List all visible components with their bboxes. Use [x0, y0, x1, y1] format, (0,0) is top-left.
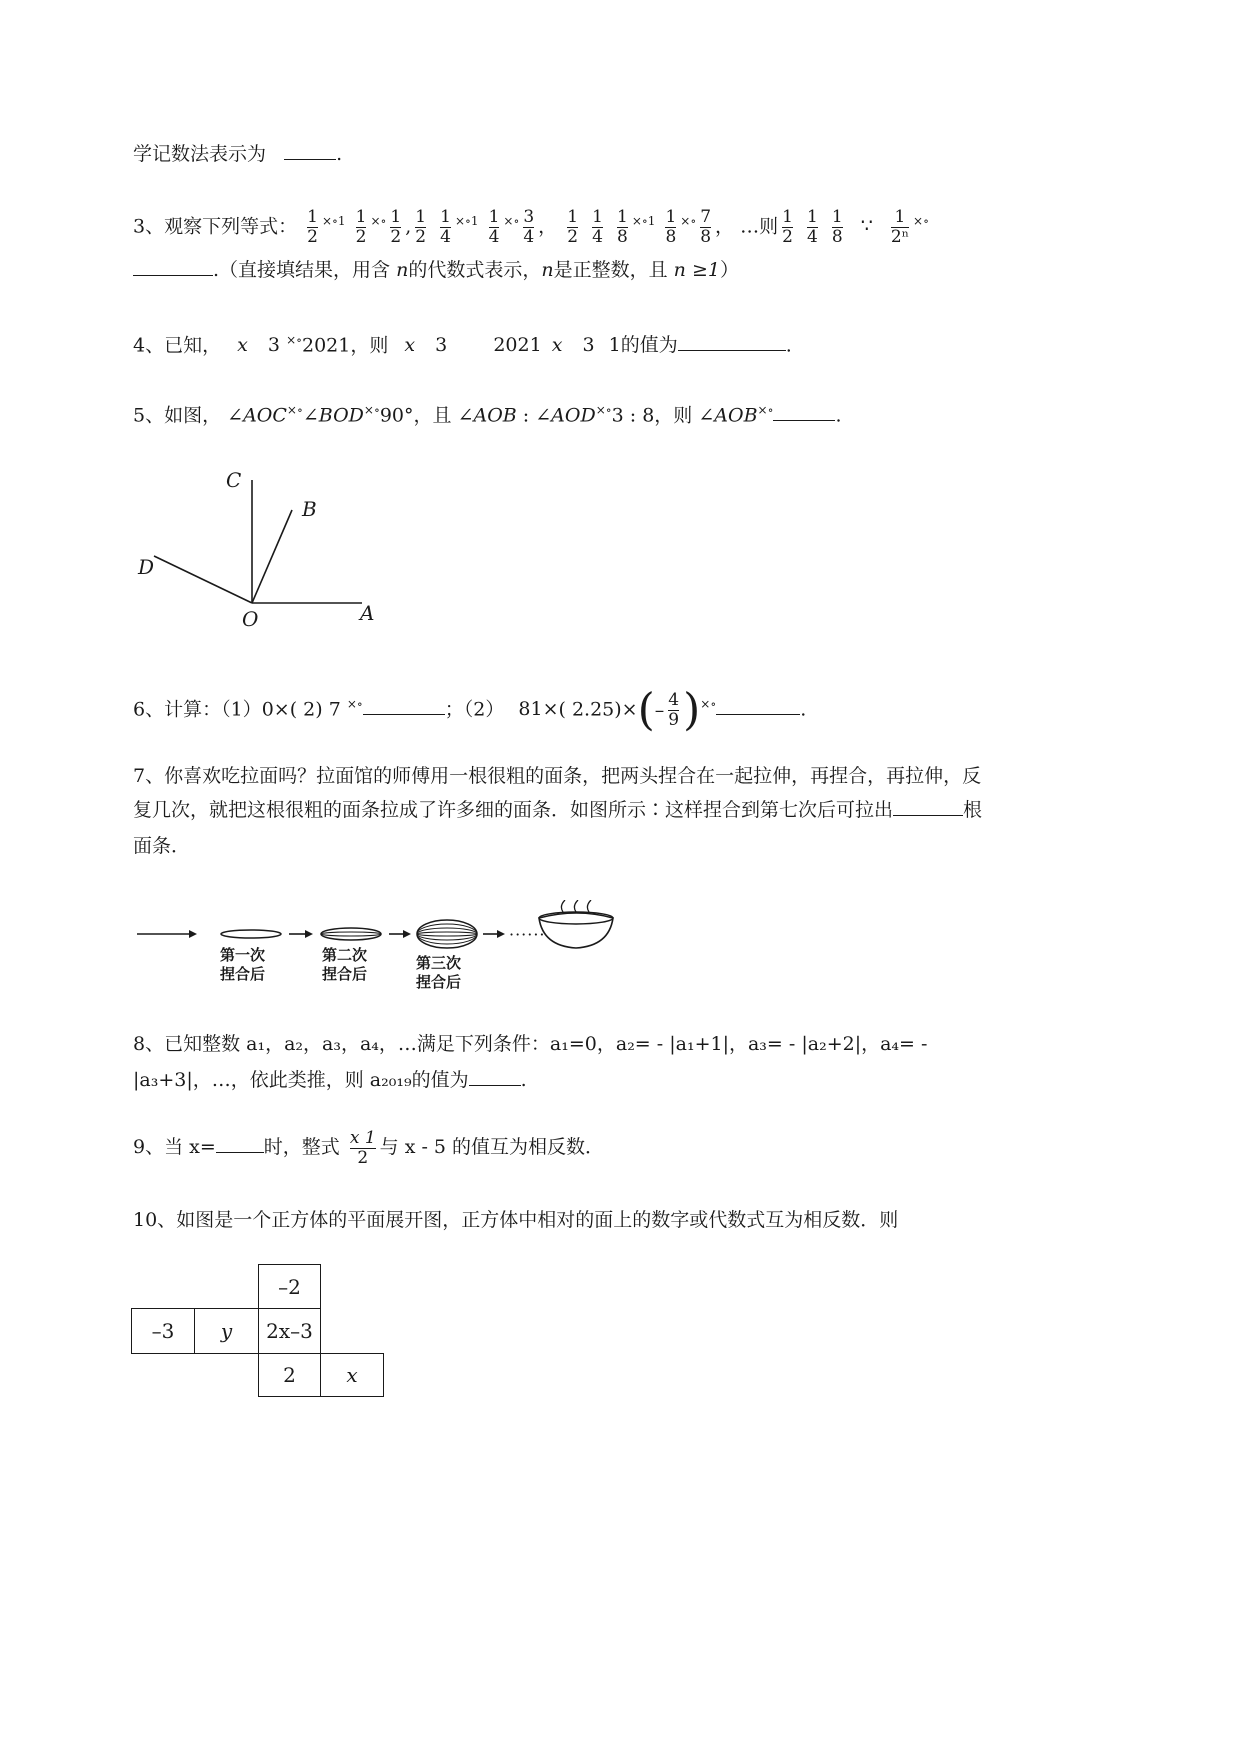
steam-icon	[561, 900, 591, 912]
fraction: $\frac{1}{4}$	[488, 206, 500, 247]
label-b: B	[302, 497, 317, 521]
question-3: 3、观察下列等式： $\frac{1}{2}$ $^{\times\circ 1}$ $\frac{1}{2}$ ×∘ $\frac{1}{2}$ , $\frac{1}{2}$ $\frac{1}{4}$ $^{\times\circ 1}$ $\frac{1}{4}$ ×∘ $\frac{3}{4}$ ， $\frac{1}{2}$ $\frac{1}{4}$ $\frac{1}{8}$ $^{\times\circ 1}$ $\frac{1}{8}$ ×∘ $\frac{7}{8}$ ， …则 $\frac{1}{2}$ $\frac{1}{4}$ $\frac{1}{8}$ ∵ $\frac{1}{\text{2ⁿ}}$ ×∘	[133, 206, 929, 247]
fraction: $\frac{1}{2}$	[307, 206, 318, 247]
question-8-line1: 8、已知整数 a₁，a₂，a₃，a₄，…满足下列条件：a₁=0，a₂= - |a₁+1|，a₃= - |a₂+2|，a₄= -	[133, 1033, 928, 1055]
question-7-line2: 复几次，就把这根很粗的面条拉成了许多细的面条．如图所示∶这样捏合到第七次后可拉出 根	[133, 799, 983, 821]
answer-blank	[893, 799, 963, 816]
label-o: O	[242, 607, 259, 631]
question-8-line2: |a₃+3|，…，依此类推，则 a₂₀₁₉的值为 .	[133, 1069, 527, 1091]
question-7-line1: 7、你喜欢吃拉面吗？拉面馆的师傅用一根很粗的面条，把两头捏合在一起拉伸，再捏合，再拉伸，反	[133, 765, 982, 787]
bowl-icon	[539, 913, 613, 948]
noodle-label-3: 第三次 捏合后	[416, 954, 462, 991]
fraction: $\frac{1}{2}$	[355, 206, 367, 247]
answer-blank	[216, 1136, 264, 1153]
net-cell-bottom: 2	[258, 1353, 321, 1397]
fraction: $\frac{1}{2}$	[567, 206, 579, 247]
noodle-label-2: 第二次 捏合后	[322, 946, 368, 983]
question-3-cont: .（直接填结果，用含 n的代数式表示，n是正整数，且 n ≥1）	[133, 258, 739, 282]
answer-blank	[716, 698, 800, 715]
answer-blank	[363, 698, 445, 715]
fraction: $\frac{3}{4}$	[523, 206, 535, 247]
noodle-label-1: 第一次 捏合后	[220, 946, 266, 983]
net-cell-center: 2x–3	[258, 1308, 321, 1354]
fraction: $\frac{1}{2}$	[390, 206, 402, 247]
fraction: $\frac{1}{4}$	[592, 206, 603, 247]
fraction: $\frac{x 1}{2}$	[349, 1127, 376, 1168]
arrow-icon	[497, 930, 505, 938]
question-6: 6、计算：（1）0×( 2) 7 ×∘ ；（2） 81×( 2.25)×(– $\frac{4}{9}$ )×∘ .	[133, 684, 807, 736]
question-5: 5、如图， ∠AOC×∘∠BOD×∘90°，且 ∠AOB : ∠AOD×∘3 : 8，则 ∠AOB×∘ .	[133, 403, 842, 427]
question-4: 4、已知， x 3 ×∘2021，则 x 3 2021 x 3 1的值为 .	[133, 333, 792, 357]
fraction: $\frac{7}{8}$	[700, 206, 712, 247]
answer-blank	[678, 334, 786, 351]
fraction: $\frac{1}{2}$	[782, 206, 793, 247]
answer-blank	[773, 404, 835, 421]
arrow-icon	[189, 930, 197, 938]
label-d: D	[138, 555, 155, 579]
fraction: $\frac{1}{8}$	[616, 206, 628, 247]
answer-blank	[133, 259, 213, 276]
question-7-line3: 面条．	[133, 835, 191, 857]
fraction: $\frac{4}{9}$	[668, 689, 680, 730]
fraction: $\frac{1}{8}$	[665, 206, 677, 247]
arrow-icon	[403, 930, 411, 938]
question-10: 10、如图是一个正方体的平面展开图，正方体中相对的面上的数字或代数式互为相反数．则	[133, 1209, 899, 1231]
answer-blank	[284, 143, 336, 160]
net-cell-x: x	[320, 1353, 384, 1397]
label-c: C	[226, 468, 242, 492]
noodle-dots: ······	[509, 925, 546, 944]
fraction: $\frac{1}{4}$	[806, 206, 818, 247]
question-9: 9、当 x= 时，整式 $\frac{x 1}{2}$ 与 x - 5 的值互为相反数．	[133, 1127, 605, 1168]
label-a: A	[360, 601, 375, 625]
ray-ob	[252, 510, 292, 603]
net-cell-left: –3	[131, 1308, 195, 1354]
fraction: $\frac{1}{\text{2ⁿ}}$	[890, 206, 910, 247]
fraction: $\frac{1}{4}$	[440, 206, 451, 247]
fraction: $\frac{1}{8}$	[831, 206, 843, 247]
answer-blank	[469, 1069, 521, 1086]
noodle-figure	[135, 900, 625, 960]
net-cell-top: –2	[258, 1264, 321, 1309]
arrow-icon	[305, 930, 313, 938]
net-cell-y: y	[194, 1308, 259, 1354]
line-top: 学记数法表示为 .	[133, 143, 343, 165]
fraction: $\frac{1}{2}$	[415, 206, 427, 247]
ray-od	[154, 556, 252, 603]
